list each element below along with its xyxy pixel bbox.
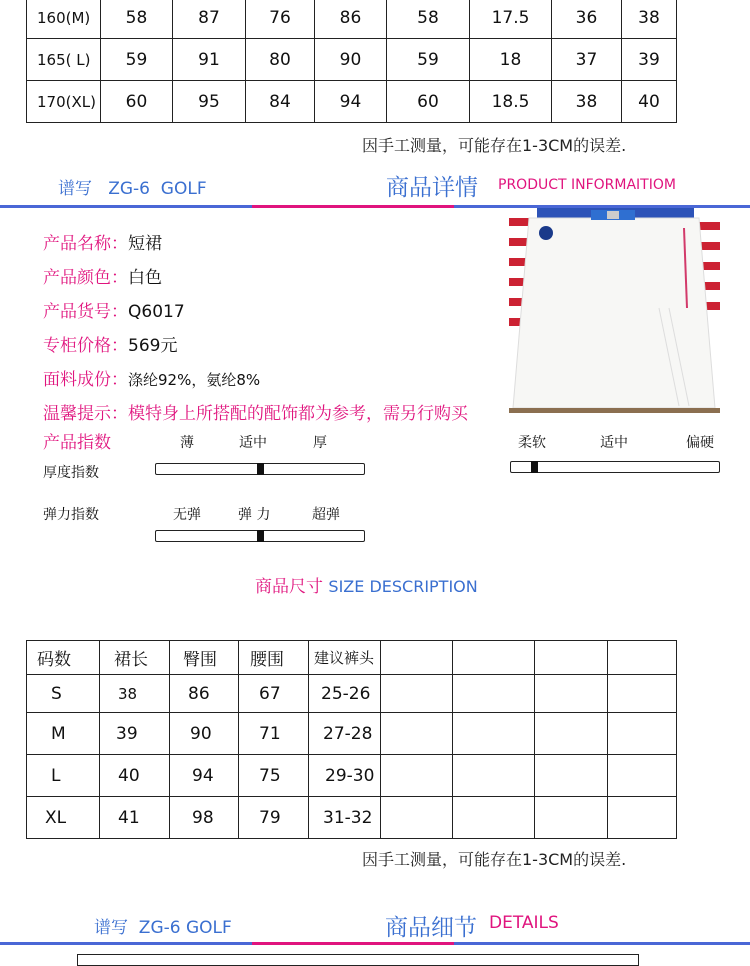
attr-fabric [43, 363, 468, 397]
brand-name: 谱写 ZG-6 GOLF [94, 918, 232, 938]
table-cell: 41 [100, 797, 170, 839]
attr-value: 短裙 [128, 234, 162, 254]
table-cell: 60 [387, 81, 470, 123]
attr-label: 产品货号： [43, 302, 128, 322]
table-cell [453, 713, 535, 755]
table-cell: 95 [173, 81, 246, 123]
table-cell: 98 [170, 797, 239, 839]
product-photo-illustration [509, 208, 720, 413]
scale-label: 适中 [239, 435, 267, 451]
table-cell [453, 675, 535, 713]
table-cell: 38 [622, 0, 677, 39]
table-cell [535, 797, 608, 839]
table-cell: 58 [387, 0, 470, 39]
table-cell: L [27, 755, 100, 797]
table-cell [381, 797, 453, 839]
softness-slider [510, 461, 720, 473]
scale-label: 偏硬 [686, 435, 714, 451]
table-cell: M [27, 713, 100, 755]
scale-label: 弹 力 [238, 507, 271, 523]
table-cell: 67 [239, 675, 309, 713]
attr-color [43, 261, 468, 295]
table-cell: 38 [552, 81, 622, 123]
attr-tip [43, 397, 468, 431]
attr-sku [43, 295, 468, 329]
section-title: 商品细节 [385, 915, 477, 941]
table-cell: 76 [246, 0, 315, 39]
attr-value: 569元 [128, 336, 178, 356]
table-cell: 71 [239, 713, 309, 755]
table-cell: XL [27, 797, 100, 839]
slider-knob [257, 463, 264, 475]
table-header: 码数 [27, 641, 100, 675]
table-cell: 170(XL) [27, 81, 101, 123]
table-header: 腰围 [239, 641, 309, 675]
table-header: 建议裤头 [309, 641, 381, 675]
header-divider-accent [252, 205, 454, 208]
table-cell: 84 [246, 81, 315, 123]
attr-label: 面料成份： [43, 370, 128, 390]
brand-name: 谱写 ZG-6 GOLF [58, 179, 207, 199]
table-cell: 80 [246, 39, 315, 81]
top-size-table [26, 0, 677, 123]
attr-value: 涤纶92%，氨纶8% [128, 371, 261, 389]
section-subtitle: PRODUCT INFORMAITIOM [498, 177, 676, 193]
slider-knob [257, 530, 264, 542]
table-cell: 37 [552, 39, 622, 81]
size-section-title [255, 572, 478, 597]
attr-value: Q6017 [128, 302, 185, 322]
measurement-note: 因手工测量，可能存在1-3CM的误差. [362, 850, 627, 869]
table-cell: 39 [622, 39, 677, 81]
table-cell: 38 [100, 675, 170, 713]
table-cell [608, 755, 677, 797]
table-cell: 18.5 [470, 81, 552, 123]
table-cell: 75 [239, 755, 309, 797]
table-cell [453, 641, 535, 675]
table-cell: 59 [387, 39, 470, 81]
thickness-label: 厚度指数 [43, 465, 99, 481]
table-row [27, 39, 677, 81]
table-cell [381, 675, 453, 713]
table-cell: 29-30 [309, 755, 381, 797]
table-header: 臀围 [170, 641, 239, 675]
table-cell: 18 [470, 39, 552, 81]
size-title-en: SIZE DESCRIPTION [328, 577, 478, 596]
table-cell [381, 755, 453, 797]
attr-value: 白色 [128, 268, 162, 288]
table-cell [535, 641, 608, 675]
scale-label: 超弹 [312, 507, 340, 523]
table-cell [453, 797, 535, 839]
scale-label: 厚 [313, 435, 327, 451]
table-cell: 86 [315, 0, 387, 39]
table-cell [608, 713, 677, 755]
table-cell: S [27, 675, 100, 713]
size-title-cn: 商品尺寸 [255, 577, 323, 597]
indices-title: 产品指数 [43, 433, 111, 453]
attr-value: 模特身上所搭配的配饰都为参考，需另行购买 [128, 404, 468, 424]
table-cell: 40 [622, 81, 677, 123]
product-attributes [43, 227, 468, 431]
details-text-box [77, 954, 639, 966]
attr-label: 专柜价格： [43, 336, 128, 356]
table-cell [608, 675, 677, 713]
scale-label: 薄 [180, 435, 194, 451]
table-cell: 79 [239, 797, 309, 839]
header-divider-accent [252, 942, 454, 945]
table-cell [608, 641, 677, 675]
table-row [27, 713, 677, 755]
size-table [26, 640, 677, 839]
table-cell [608, 797, 677, 839]
measurement-note: 因手工测量，可能存在1-3CM的误差. [362, 136, 627, 155]
scale-label: 柔软 [518, 435, 546, 451]
table-cell: 17.5 [470, 0, 552, 39]
table-row [27, 797, 677, 839]
table-row [27, 0, 677, 39]
table-cell: 27-28 [309, 713, 381, 755]
table-header-row [27, 641, 677, 675]
table-cell: 94 [315, 81, 387, 123]
table-cell: 31-32 [309, 797, 381, 839]
table-cell: 90 [315, 39, 387, 81]
attr-name [43, 227, 468, 261]
table-row [27, 675, 677, 713]
table-row [27, 81, 677, 123]
table-cell [535, 755, 608, 797]
section-subtitle: DETAILS [489, 913, 559, 933]
table-cell: 87 [173, 0, 246, 39]
table-cell [453, 755, 535, 797]
table-cell [381, 713, 453, 755]
section-title: 商品详情 [386, 175, 478, 201]
attr-label: 产品颜色： [43, 268, 128, 288]
attr-label: 温馨提示： [43, 404, 128, 424]
table-cell: 25-26 [309, 675, 381, 713]
scale-label: 适中 [600, 435, 628, 451]
table-cell [535, 675, 608, 713]
table-header: 裙长 [100, 641, 170, 675]
attr-label: 产品名称： [43, 234, 128, 254]
slider-knob [531, 461, 538, 473]
table-cell: 90 [170, 713, 239, 755]
table-cell: 60 [101, 81, 173, 123]
elasticity-label: 弹力指数 [43, 507, 99, 523]
table-row [27, 755, 677, 797]
attr-price [43, 329, 468, 363]
table-cell: 165( L) [27, 39, 101, 81]
table-cell [381, 641, 453, 675]
product-photo [509, 208, 720, 413]
table-cell: 59 [101, 39, 173, 81]
thickness-slider [155, 463, 365, 475]
table-cell: 94 [170, 755, 239, 797]
table-cell: 160(M) [27, 0, 101, 39]
scale-label: 无弹 [173, 507, 201, 523]
table-cell: 86 [170, 675, 239, 713]
table-cell [535, 713, 608, 755]
table-cell: 58 [101, 0, 173, 39]
table-cell: 36 [552, 0, 622, 39]
elasticity-slider [155, 530, 365, 542]
table-cell: 91 [173, 39, 246, 81]
table-cell: 40 [100, 755, 170, 797]
table-cell: 39 [100, 713, 170, 755]
